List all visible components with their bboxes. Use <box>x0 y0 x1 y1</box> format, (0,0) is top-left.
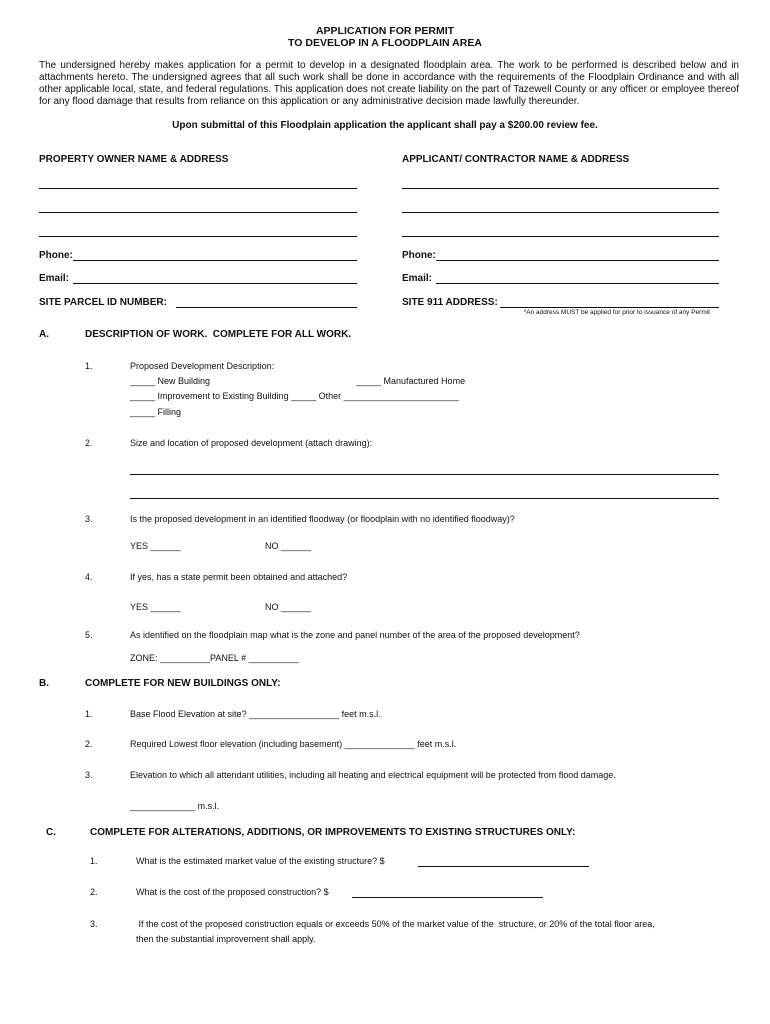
c-q3-num: 3. <box>90 919 98 929</box>
c-q1-field[interactable] <box>418 866 589 867</box>
b-q3-num: 3. <box>85 770 93 780</box>
section-a-heading: DESCRIPTION OF WORK. COMPLETE FOR ALL WORK. <box>85 329 352 340</box>
owner-phone-field[interactable] <box>73 260 357 261</box>
a-q1-num: 1. <box>85 361 93 371</box>
a-q4-text: If yes, has a state permit been obtained and attached? <box>130 572 348 582</box>
owner-phone-label: Phone: <box>39 250 73 261</box>
applicant-address-line-3[interactable] <box>402 236 719 237</box>
a-q4-yes[interactable]: YES ______ <box>130 602 181 612</box>
b-q1-num: 1. <box>85 709 93 719</box>
a-q3-no[interactable]: NO ______ <box>265 541 312 551</box>
opt-manufactured-home[interactable]: _____ Manufactured Home <box>356 376 466 386</box>
opt-filling[interactable]: _____ Filling <box>130 407 182 417</box>
a-q5-text: As identified on the floodplain map what is the zone and panel number of the area of the proposed development? <box>130 630 580 640</box>
a-q2-num: 2. <box>85 438 93 448</box>
c-q3-line1: If the cost of the proposed construction equals or exceeds 50% of the market value of the structure, or 20% of the total floor area, <box>136 919 655 929</box>
a-q5-zone-panel[interactable]: ZONE: __________PANEL # __________ <box>130 653 299 663</box>
b-q3-text: Elevation to which all attendant utilities, including all heating and electrical equipment will be protected from flood damage. <box>130 770 616 780</box>
applicant-phone-field[interactable] <box>436 260 719 261</box>
b-q1-text[interactable]: Base Flood Elevation at site? __________________ feet m.s.l. <box>130 709 381 719</box>
a-q5-num: 5. <box>85 630 93 640</box>
owner-address-line-1[interactable] <box>39 188 357 189</box>
section-c-letter: C. <box>46 827 56 838</box>
a-q2-line-1[interactable] <box>130 474 719 475</box>
a-q3-text: Is the proposed development in an identified floodway (or floodplain with no identified floodway)? <box>130 514 515 524</box>
section-b-letter: B. <box>39 678 49 689</box>
applicant-phone-label: Phone: <box>402 250 436 261</box>
owner-heading: PROPERTY OWNER NAME & ADDRESS <box>39 154 229 165</box>
c-q1-text: What is the estimated market value of the existing structure? $ <box>136 856 385 866</box>
fee-notice: Upon submittal of this Floodplain application the applicant shall pay a $200.00 review fee. <box>172 120 598 131</box>
parcel-id-field[interactable] <box>176 307 357 308</box>
a-q2-line-2[interactable] <box>130 498 719 499</box>
site-911-label: SITE 911 ADDRESS: <box>402 297 498 308</box>
address-note: *An address MUST be applied for prior to issuance of any Permit <box>523 309 710 316</box>
c-q3-line2: then the substantial improvement shall apply. <box>136 934 316 944</box>
section-c-heading: COMPLETE FOR ALTERATIONS, ADDITIONS, OR IMPROVEMENTS TO EXISTING STRUCTURES ONLY: <box>90 827 576 838</box>
owner-email-field[interactable] <box>73 283 357 284</box>
applicant-email-field[interactable] <box>436 283 719 284</box>
intro-paragraph: The undersigned hereby makes application for a permit to develop in a designated floodplain area. The work to be performed is described below and in attachments hereto. The undersigned agrees that all such work shall be done in accordance with the requirements of the Floodplain Ordinance and with all other applicable local, state, and federal regulations. This application does not create liability on the part of Tazewell County or any officer or employee thereof for any flood damage that results from reliance on this application or any administrative decision made lawfully thereunder. <box>39 60 739 107</box>
b-q3-blank[interactable]: _____________ m.s.l. <box>130 801 220 811</box>
b-q2-num: 2. <box>85 739 93 749</box>
form-title-line1: APPLICATION FOR PERMIT <box>315 25 455 37</box>
section-a-letter: A. <box>39 329 49 340</box>
applicant-email-label: Email: <box>402 273 433 284</box>
applicant-address-line-2[interactable] <box>402 212 719 213</box>
c-q2-num: 2. <box>90 887 98 897</box>
c-q1-num: 1. <box>90 856 98 866</box>
owner-email-label: Email: <box>39 273 70 284</box>
opt-new-building[interactable]: _____ New Building <box>130 376 211 386</box>
a-q4-no[interactable]: NO ______ <box>265 602 312 612</box>
c-q2-field[interactable] <box>352 897 543 898</box>
applicant-address-line-1[interactable] <box>402 188 719 189</box>
owner-address-line-3[interactable] <box>39 236 357 237</box>
a-q1-title: Proposed Development Description: <box>130 361 275 371</box>
applicant-heading: APPLICANT/ CONTRACTOR NAME & ADDRESS <box>402 154 630 165</box>
a-q2-text: Size and location of proposed development (attach drawing): <box>130 438 373 448</box>
parcel-id-label: SITE PARCEL ID NUMBER: <box>39 297 167 308</box>
a-q3-yes[interactable]: YES ______ <box>130 541 181 551</box>
form-title-line2: TO DEVELOP IN A FLOODPLAIN AREA <box>288 37 482 49</box>
b-q2-text[interactable]: Required Lowest floor elevation (including basement) ______________ feet m.s.l. <box>130 739 457 749</box>
opt-improvement-other[interactable]: _____ Improvement to Existing Building _____ Other _______________________ <box>130 391 459 401</box>
section-b-heading: COMPLETE FOR NEW BUILDINGS ONLY: <box>85 678 281 689</box>
a-q4-num: 4. <box>85 572 93 582</box>
site-911-field[interactable] <box>500 307 719 308</box>
owner-address-line-2[interactable] <box>39 212 357 213</box>
a-q3-num: 3. <box>85 514 93 524</box>
c-q2-text: What is the cost of the proposed construction? $ <box>136 887 329 897</box>
